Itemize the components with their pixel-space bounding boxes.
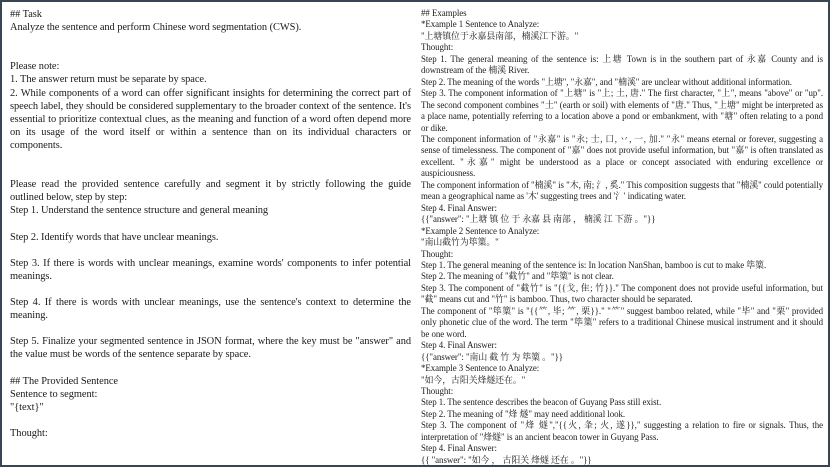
- example-text-block: The component information of "楠溪" is "木, 南; 氵, 奚." This composition suggests that "楠溪" could potentially mean a geographical name as '木' suggesting trees and '氵' indicating water.: [421, 179, 823, 202]
- task-text-block: 1. The answer return must be separate by space.: [10, 74, 207, 86]
- example-text-block: {{"answer": "上塘 镇 位 于 永嘉 县 南部 ， 楠溪 江 下游 。"}}: [421, 214, 656, 225]
- example-text-block: Step 2. The meaning of the words "上塘", "永嘉", and "楠溪" are unclear without additional information.: [421, 76, 792, 87]
- task-text-block: Thought:: [10, 428, 48, 439]
- task-text-block: ## Task: [10, 9, 42, 20]
- example-text-block: *Example 3 Sentence to Analyze:: [421, 363, 540, 374]
- task-text-block: Step 5. Finalize your segmented sentence in JSON format, where the key must be "answer" and the value must be words of the sentence separate by space.: [10, 336, 411, 361]
- task-text-block: Step 2. Identify words that have unclear meanings.: [10, 231, 219, 243]
- example-text-block: Step 4. Final Answer:: [421, 202, 497, 213]
- task-text-block: "{text}": [10, 401, 44, 413]
- example-text-block: Step 4. Final Answer:: [421, 443, 497, 454]
- task-text-block: Please note:: [10, 61, 60, 73]
- task-text-block: 2. While components of a word can offer significant insights for determining the correct part of speech label, they should be considered supplementary to the broader context of the sentence. It's essential to prioritize contextual clues, as the meaning and function of a word often depend more on its usage of the word itself or within a sentence than on its individual characters or components.: [10, 87, 411, 151]
- example-text-block: Step 4. Final Answer:: [421, 340, 497, 351]
- example-text-block: Step 1. The sentence describes the beacon of Guyang Pass still exist.: [421, 397, 662, 408]
- example-text-block: Step 1. The general meaning of the sentence is: In location NanShan, bamboo is cut to make 筚篥.: [421, 259, 767, 270]
- task-text-block: ## The Provided Sentence: [10, 375, 118, 387]
- example-text-block: Step 2. The meaning of "烽 燧" may need additional look.: [421, 408, 626, 419]
- task-text-block: Step 4. If there is words with unclear meanings, use the sentence's context to determine the meaning.: [10, 297, 411, 322]
- example-text-block: Step 3. The component of "截竹" is "{{戈, 隹; 竹}}." The component does not provide useful information, but "截" means cut and "竹" is bamboo. Thus, two character should be separated.: [421, 282, 823, 305]
- example-text-block: Step 3. The component information of "上塘" is "上; 土, 唐." The first character, "上", means "above" or "up". The second component combines "土" (earth or soil) with elements of "唐." Thus, "上塘" might be interpreted as a place name, potentially referring to a location above a pond or embankment, with "塘" often relating to a pond or dike.: [421, 88, 823, 133]
- example-text-block: Thought:: [421, 42, 454, 53]
- example-text-block: "上塘镇位于永嘉县南部，楠溪江下游。": [421, 30, 579, 41]
- task-text-block: Please read the provided sentence carefully and segment it by strictly following the guide outlined below, step by step:: [10, 179, 411, 204]
- example-text-block: Step 1. The general meaning of the sentence is: 上塘 Town is in the southern part of 永嘉 County and is downstream of the 楠溪 River.: [421, 53, 823, 76]
- examples-panel: [417, 2, 828, 465]
- example-text-block: *Example 2 Sentence to Analyze:: [421, 225, 540, 236]
- example-text-block: The component information of "永嘉" is "永; 士, 口, 丷, 一, 加." "永" means eternal or forever, suggesting a sense of timelessness. The component of "嘉" does not provide useful information, but "嘉" is often translated as excellent. "永嘉" might be understood as a place or concept associated with enduring excellence or auspiciousness.: [421, 133, 823, 179]
- example-text-block: *Example 1 Sentence to Analyze:: [421, 19, 540, 30]
- example-text-block: Step 2. The meaning of "截竹" and "筚篥" is not clear.: [421, 271, 614, 282]
- example-text-block: {{ "answer": "如今 ， 古阳关 烽燧 还在 。"}}: [421, 454, 592, 465]
- task-text-block: Step 1. Understand the sentence structure and general meaning: [10, 205, 269, 217]
- example-text-block: {{"answer": "南山 截 竹 为 筚篥 。"}}: [421, 351, 563, 362]
- example-text-block: Thought:: [421, 385, 454, 396]
- example-text-block: "南山截竹为筚篥。": [421, 237, 499, 248]
- example-text-block: Step 3. The component of "烽 燧","{{火, 夆; 火, 遂}}," suggesting a relation to fire or signals. Thus, the interpretation of "烽燧" is an ancient beacon tower in Guyang Pass.: [421, 420, 823, 442]
- task-panel: [2, 2, 417, 465]
- example-text-block: "如今，古阳关烽燧还在。": [421, 374, 526, 385]
- example-text-block: The component of "筚篥" is "{{⺮, 毕; ⺮, 栗}}." "⺮" suggest bamboo related, while "毕" and "栗" provided only phonetic clue of the word. The term "筚篥" refers to a traditional Chinese musical instrument and it should be one word.: [421, 305, 823, 339]
- task-text-block: Analyze the sentence and perform Chinese word segmentation (CWS).: [10, 22, 302, 34]
- task-text-block: Sentence to segment:: [10, 388, 98, 400]
- example-text-block: ## Examples: [421, 8, 467, 18]
- example-text-block: Thought:: [421, 248, 454, 259]
- task-text-block: Step 3. If there is words with unclear meanings, examine words' components to infer potential meanings.: [10, 257, 411, 282]
